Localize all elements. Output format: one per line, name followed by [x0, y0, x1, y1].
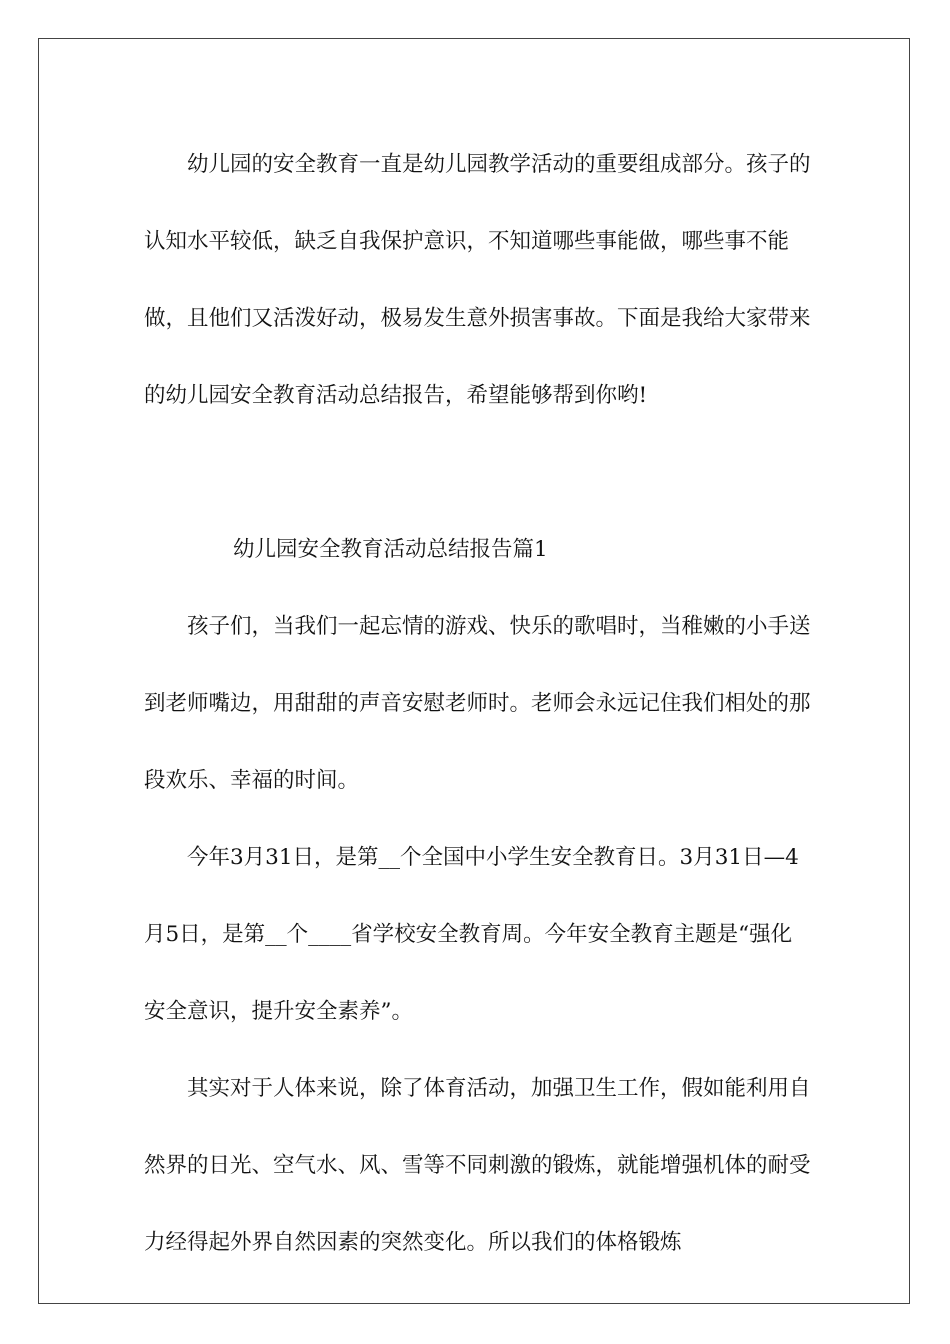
body-paragraph-3: 其实对于人体来说，除了体育活动，加强卫生工作，假如能利用自然界的日光、空气水、风、雪等不同刺激的锻炼，就能增强机体的耐受力经得起外界自然因素的突然变化。所以我们的体格锻炼	[144, 1076, 811, 1255]
body-paragraph-1: 孩子们，当我们一起忘情的游戏、快乐的歌唱时，当稚嫩的小手送到老师嘴边，用甜甜的声音安慰老师时。老师会永远记住我们相处的那段欢乐、幸福的时间。	[144, 614, 811, 793]
document-body	[144, 126, 812, 1281]
section-heading: 幼儿园安全教育活动总结报告篇1	[233, 537, 548, 562]
intro-paragraph: 幼儿园的安全教育一直是幼儿园教学活动的重要组成部分。孩子的认知水平较低，缺乏自我保护意识，不知道哪些事能做，哪些事不能做，且他们又活泼好动，极易发生意外损害事故。下面是我给大家带来的幼儿园安全教育活动总结报告，希望能够帮到你哟!	[144, 152, 811, 408]
body-paragraph-2: 今年3月31日，是第__个全国中小学生安全教育日。3月31日—4月5日，是第__个____省学校安全教育周。今年安全教育主题是“强化安全意识，提升安全素养”。	[144, 845, 799, 1024]
